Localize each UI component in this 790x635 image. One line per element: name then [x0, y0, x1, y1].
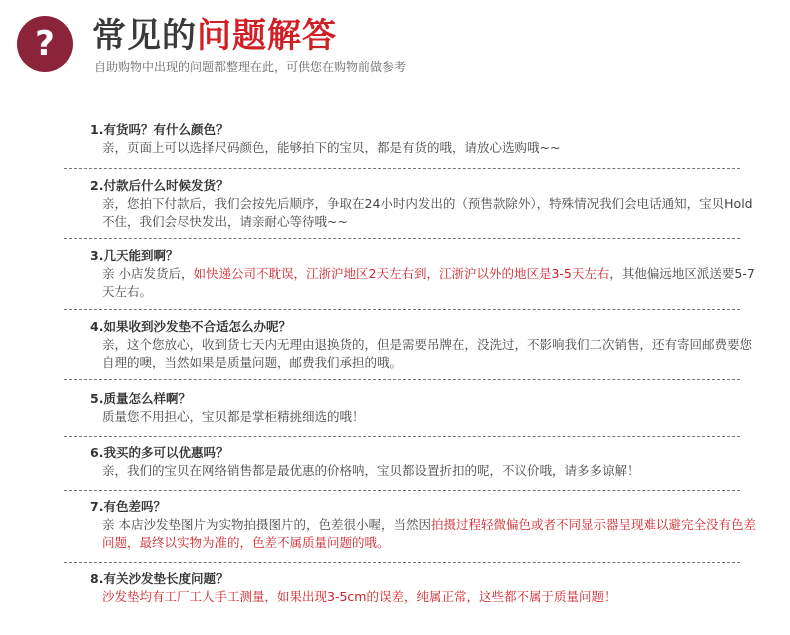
- faq-item-2: [90, 177, 760, 231]
- answer-text: 亲 小店发货后，: [102, 266, 194, 281]
- faq-item-5: [90, 390, 760, 426]
- faq-question: 4.如果收到沙发垫不合适怎么办呢？: [90, 319, 291, 334]
- answer-text: 亲，这个您放心，收到货七天内无理由退换货的，但是需要吊牌在，没洗过，不影响我们二次销售，还有寄回邮费要您自理的噢，当然如果是质量问题，邮费我们承担的哦。: [102, 337, 753, 370]
- faq-question: 7.有色差吗？: [90, 499, 166, 514]
- faq-answer: [102, 336, 762, 372]
- answer-highlight: 拍摄过程轻微偏色或者不同显示器呈现难以避完全没有色差问题，最终以实物为准的，色差不属质量问题的哦。: [102, 517, 756, 550]
- faq-question: 2.付款后什么时候发货？: [90, 178, 229, 193]
- divider: [64, 379, 740, 380]
- answer-text: 亲，您拍下付款后，我们会按先后顺序，争取在24小时内发出的（预售款除外），特殊情况我们会电话通知，宝贝Hold不住，我们会尽快发出，请亲耐心等待哦~~: [102, 196, 753, 229]
- faq-item-4: [90, 318, 760, 372]
- answer-text: ，其他偏远地区派送要5-7天左右。: [102, 266, 755, 299]
- faq-question: 6.我买的多可以优惠吗？: [90, 445, 229, 460]
- faq-item-6: [90, 444, 760, 480]
- divider: [64, 562, 740, 563]
- faq-answer: [102, 516, 762, 552]
- faq-answer: [102, 195, 762, 231]
- faq-question: 1.有货吗？有什么颜色？: [90, 122, 229, 137]
- faq-item-3: [90, 247, 760, 301]
- question-mark-icon: ?: [17, 16, 73, 72]
- faq-question: 3.几天能到啊？: [90, 248, 179, 263]
- answer-text: 亲，页面上可以选择尺码颜色，能够拍下的宝贝，都是有货的哦，请放心选购哦~~: [102, 140, 561, 155]
- answer-text: 质量您不用担心，宝贝都是掌柜精挑细选的哦！: [102, 409, 365, 424]
- divider: [64, 436, 740, 437]
- faq-item-1: [90, 121, 760, 157]
- title-plain: 常见的: [92, 16, 197, 56]
- faq-question: 5.质量怎么样啊？: [90, 391, 191, 406]
- divider: [64, 490, 740, 491]
- answer-highlight: 沙发垫均有工厂工人手工测量，如果出现3-5cm的误差，纯属正常，这些都不属于质量问题！: [102, 589, 617, 604]
- faq-answer: [102, 588, 762, 606]
- faq-item-7: [90, 498, 760, 552]
- divider: [64, 168, 740, 169]
- faq-answer: [102, 462, 762, 480]
- divider: [64, 309, 740, 310]
- faq-item-8: [90, 570, 760, 606]
- divider: [64, 238, 740, 239]
- title-highlight: 问题解答: [197, 16, 337, 56]
- answer-text: 亲 本店沙发垫图片为实物拍摄图片的，色差很小喔，当然因: [102, 517, 431, 532]
- page-subtitle: 自助购物中出现的问题都整理在此，可供您在购物前做参考: [94, 60, 407, 74]
- faq-answer: [102, 265, 762, 301]
- answer-highlight: 如快递公司不耽误，江浙沪地区2天左右到，江浙沪以外的地区是3-5天左右: [193, 266, 610, 281]
- faq-answer: [102, 139, 762, 157]
- answer-text: 亲，我们的宝贝在网络销售都是最优惠的价格呐，宝贝都设置折扣的呢，不议价哦，请多多谅解！: [102, 463, 640, 478]
- faq-answer: [102, 408, 762, 426]
- faq-question: 8.有关沙发垫长度问题？: [90, 571, 229, 586]
